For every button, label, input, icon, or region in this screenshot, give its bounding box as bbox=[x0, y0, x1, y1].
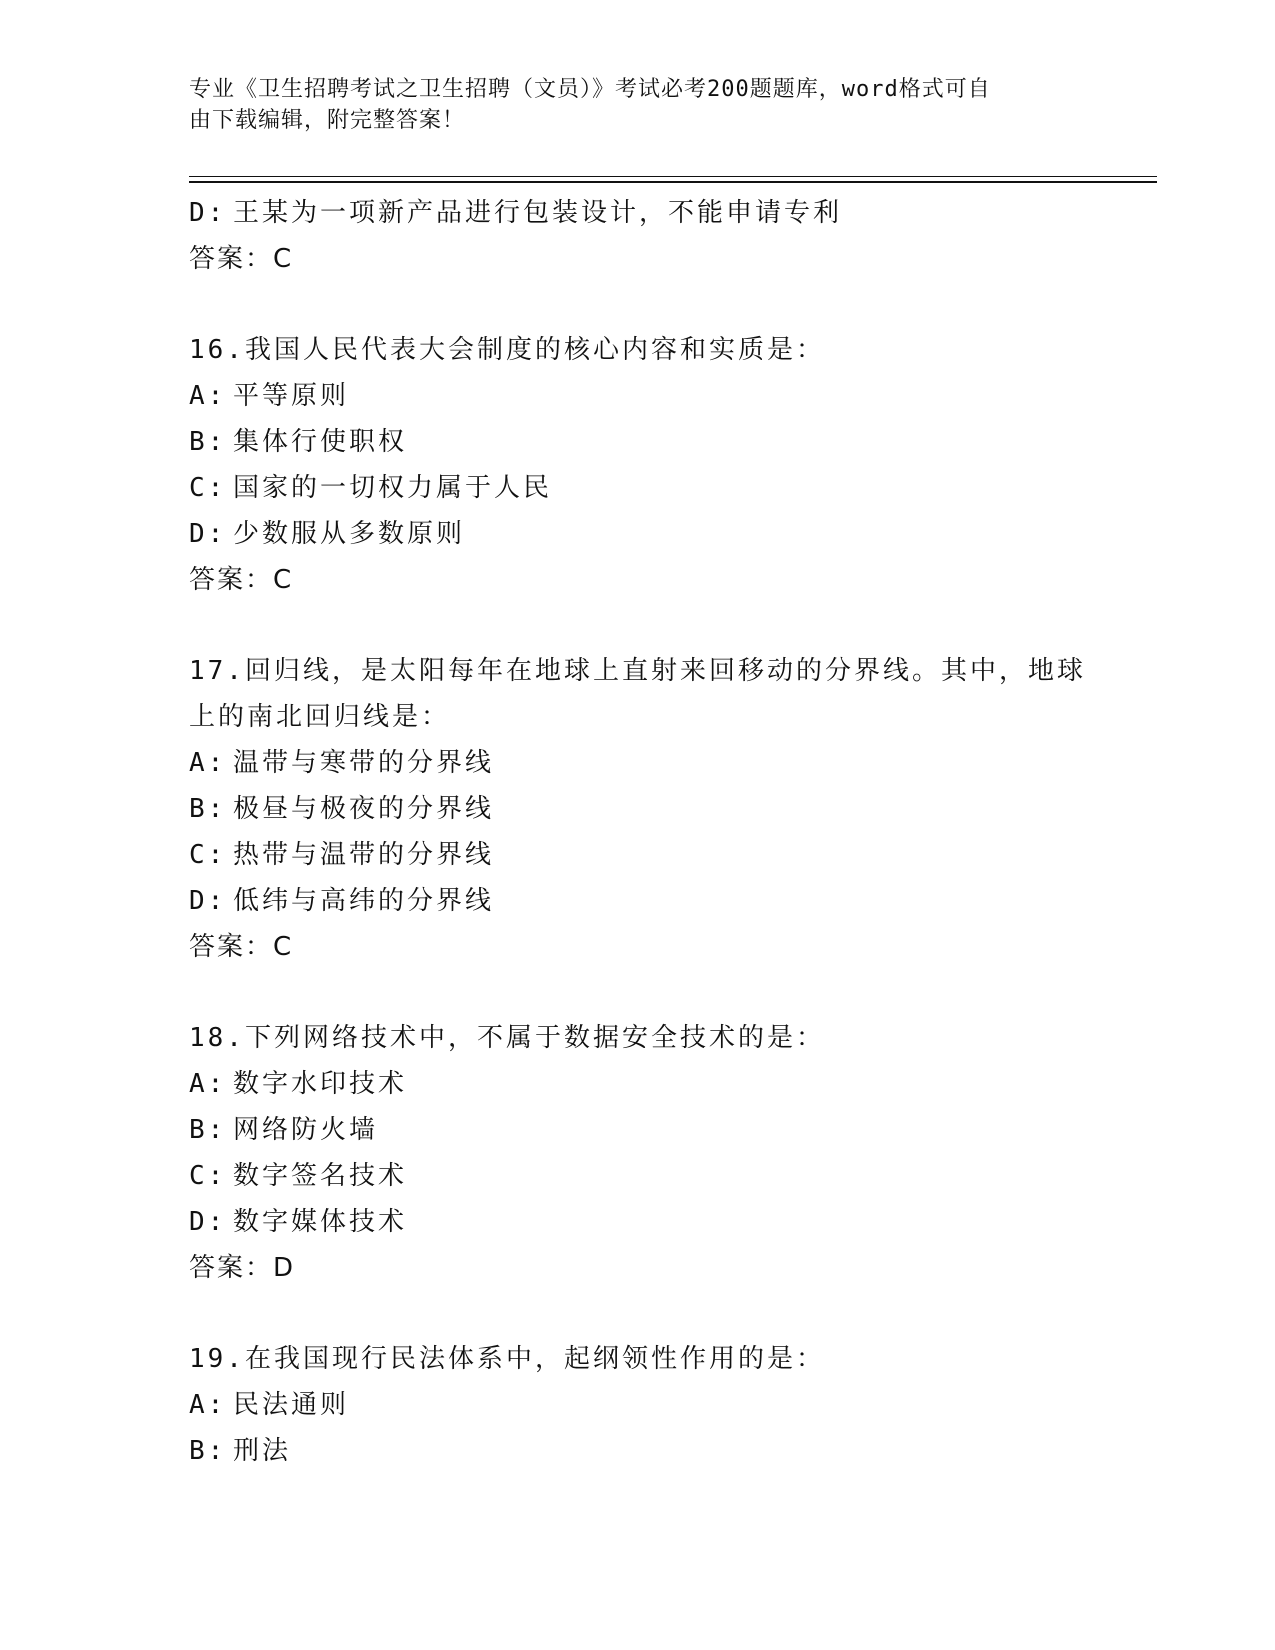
question-list bbox=[189, 190, 1089, 1474]
option-letter: D: bbox=[189, 886, 227, 916]
option-letter: B: bbox=[189, 1436, 227, 1466]
option-d bbox=[189, 511, 1089, 557]
option-c bbox=[189, 465, 1089, 511]
option-text: 数字签名技术 bbox=[233, 1161, 408, 1191]
option-text: 温带与寒带的分界线 bbox=[233, 748, 495, 778]
option-letter: C: bbox=[189, 473, 227, 503]
spacer bbox=[189, 970, 1089, 1015]
header-divider-thick bbox=[189, 181, 1157, 183]
question-16 bbox=[189, 327, 1089, 603]
question-stem: 18.下列网络技术中，不属于数据安全技术的是： bbox=[189, 1023, 825, 1053]
option-letter: D: bbox=[189, 1207, 227, 1237]
option-letter: B: bbox=[189, 427, 227, 457]
option-letter: D: bbox=[189, 519, 227, 549]
spacer bbox=[189, 1291, 1089, 1336]
option-text: 民法通则 bbox=[233, 1390, 350, 1420]
option-text: 国家的一切权力属于人民 bbox=[233, 473, 553, 503]
option-text: 极昼与极夜的分界线 bbox=[233, 794, 495, 824]
question-stem: 16.我国人民代表大会制度的核心内容和实质是： bbox=[189, 335, 825, 365]
option-text: 数字水印技术 bbox=[233, 1069, 408, 1099]
option-b bbox=[189, 1107, 1089, 1153]
option-a bbox=[189, 1382, 1089, 1428]
option-text: 平等原则 bbox=[233, 381, 350, 411]
question-17 bbox=[189, 648, 1089, 970]
option-letter: D: bbox=[189, 198, 227, 228]
option-b bbox=[189, 1428, 1089, 1474]
option-d bbox=[189, 1199, 1089, 1245]
option-letter: C: bbox=[189, 840, 227, 870]
spacer bbox=[189, 603, 1089, 648]
option-c bbox=[189, 1153, 1089, 1199]
option-b bbox=[189, 786, 1089, 832]
option-letter: A: bbox=[189, 381, 227, 411]
option-text: 集体行使职权 bbox=[233, 427, 408, 457]
header-line-1: 专业《卫生招聘考试之卫生招聘（文员）》考试必考200题题库，word格式可自 bbox=[189, 77, 991, 102]
answer-line: 答案：C bbox=[189, 565, 294, 595]
answer-line: 答案：C bbox=[189, 932, 294, 962]
question-19 bbox=[189, 1336, 1089, 1474]
option-letter: B: bbox=[189, 1115, 227, 1145]
option-text: 热带与温带的分界线 bbox=[233, 840, 495, 870]
spacer bbox=[189, 282, 1089, 327]
option-letter: A: bbox=[189, 1069, 227, 1099]
option-text: 数字媒体技术 bbox=[233, 1207, 408, 1237]
option-letter: C: bbox=[189, 1161, 227, 1191]
option-letter: B: bbox=[189, 794, 227, 824]
answer-line: 答案：C bbox=[189, 244, 294, 274]
option-d bbox=[189, 878, 1089, 924]
option-text: 少数服从多数原则 bbox=[233, 519, 466, 549]
answer-line: 答案：D bbox=[189, 1253, 296, 1283]
question-stem-continued: 上的南北回归线是： bbox=[189, 702, 451, 732]
option-text: 低纬与高纬的分界线 bbox=[233, 886, 495, 916]
question-stem: 19.在我国现行民法体系中，起纲领性作用的是： bbox=[189, 1344, 825, 1374]
option-letter: A: bbox=[189, 748, 227, 778]
question-18 bbox=[189, 1015, 1089, 1291]
option-letter: A: bbox=[189, 1390, 227, 1420]
option-a bbox=[189, 1061, 1089, 1107]
option-text: 网络防火墙 bbox=[233, 1115, 379, 1145]
option-a bbox=[189, 740, 1089, 786]
document-header bbox=[189, 74, 1069, 136]
option-c bbox=[189, 832, 1089, 878]
header-line-2: 由下载编辑，附完整答案！ bbox=[189, 108, 466, 133]
question-stem: 17.回归线，是太阳每年在地球上直射来回移动的分界线。其中，地球 bbox=[189, 656, 1086, 686]
option-text: 王某为一项新产品进行包装设计，不能申请专利 bbox=[233, 198, 843, 228]
option-a bbox=[189, 373, 1089, 419]
option-text: 刑法 bbox=[233, 1436, 292, 1466]
header-divider-thin bbox=[189, 176, 1157, 177]
option-d bbox=[189, 190, 1089, 236]
option-b bbox=[189, 419, 1089, 465]
